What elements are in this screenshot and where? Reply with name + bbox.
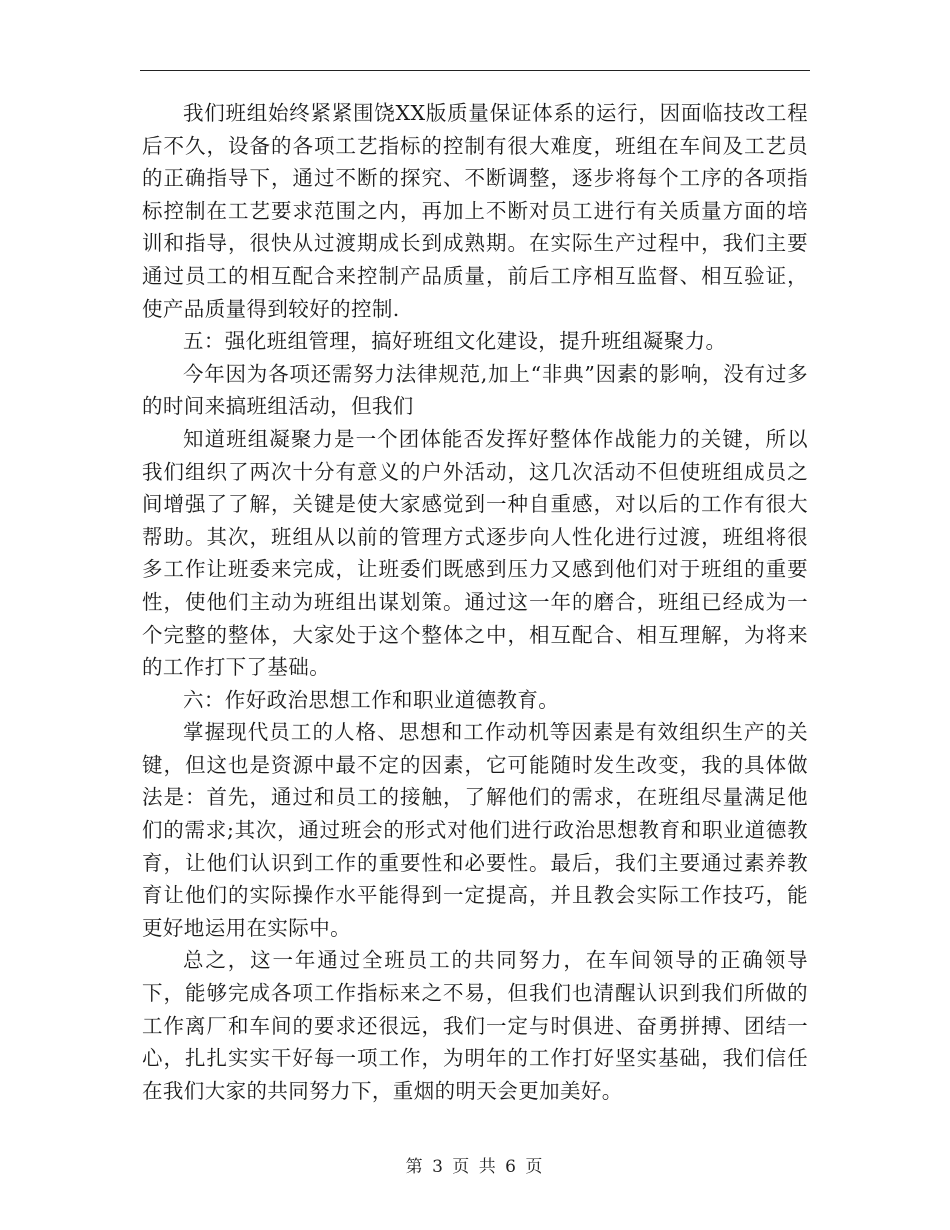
paragraph-team-cohesion: 知道班组凝聚力是一个团体能否发挥好整体作战能力的关键，所以我们组织了两次十分有意义的户外活动，这几次活动不但使班组成员之间增强了了解，关键是使大家感觉到一种自重感，对以后的工作有很大帮助。其次，班组从以前的管理方式逐步向人性化进行过渡，班组将很多工作让班委来完成，让班委们既感到压力又感到他们对于班组的重要性，使他们主动为班组出谋划策。通过这一年的磨合，班组已经成为一个完整的整体，大家处于这个整体之中，相互配合、相互理解，为将来的工作打下了基础。 [142, 426, 808, 680]
document-body [142, 97, 808, 1107]
paragraph-ethics-education: 掌握现代员工的人格、思想和工作动机等因素是有效组织生产的关键，但这也是资源中最不定的因素，它可能随时发生改变，我的具体做法是：首先，通过和员工的接触，了解他们的需求，在班组尽量满足他们的需求;其次，通过班会的形式对他们进行政治思想教育和职业道德教育，让他们认识到工作的重要性和必要性。最后，我们主要通过素养教育让他们的实际操作水平能得到一定提高，并且教会实际工作技巧，能更好地运用在实际中。 [142, 720, 808, 940]
section-heading-six: 六：作好政治思想工作和职业道德教育。 [183, 687, 560, 712]
header-rule [140, 70, 810, 71]
paragraph-conclusion: 总之，这一年通过全班员工的共同努力，在车间领导的正确领导下，能够完成各项工作指标来之不易，但我们也清醒认识到我们所做的工作离厂和车间的要求还很远，我们一定与时俱进、奋勇拼搏、团结一心，扎扎实实干好每一项工作，为明年的工作打好坚实基础，我们信任在我们大家的共同努力下，重烟的明天会更加美好。 [142, 948, 808, 1103]
paragraph-team-activities: 今年因为各项还需努力法律规范,加上“非典”因素的影响，没有过多的时间来搞班组活动，但我们 [142, 361, 808, 419]
page-number: 第 3 页 共 6 页 [405, 1157, 545, 1177]
paragraph-quality-control: 我们班组始终紧紧围饶XX版质量保证体系的运行，因面临技改工程后不久，设备的各项工艺指标的控制有很大难度，班组在车间及工艺员的正确指导下，通过不断的探究、不断调整，逐步将每个工序的各项指标控制在工艺要求范围之内，再加上不断对员工进行有关质量方面的培训和指导，很快从过渡期成长到成熟期。在实际生产过程中，我们主要通过员工的相互配合来控制产品质量，前后工序相互监督、相互验证，使产品质量得到较好的控制. [142, 101, 808, 321]
section-heading-five: 五：强化班组管理，搞好班组文化建设，提升班组凝聚力。 [183, 329, 727, 354]
